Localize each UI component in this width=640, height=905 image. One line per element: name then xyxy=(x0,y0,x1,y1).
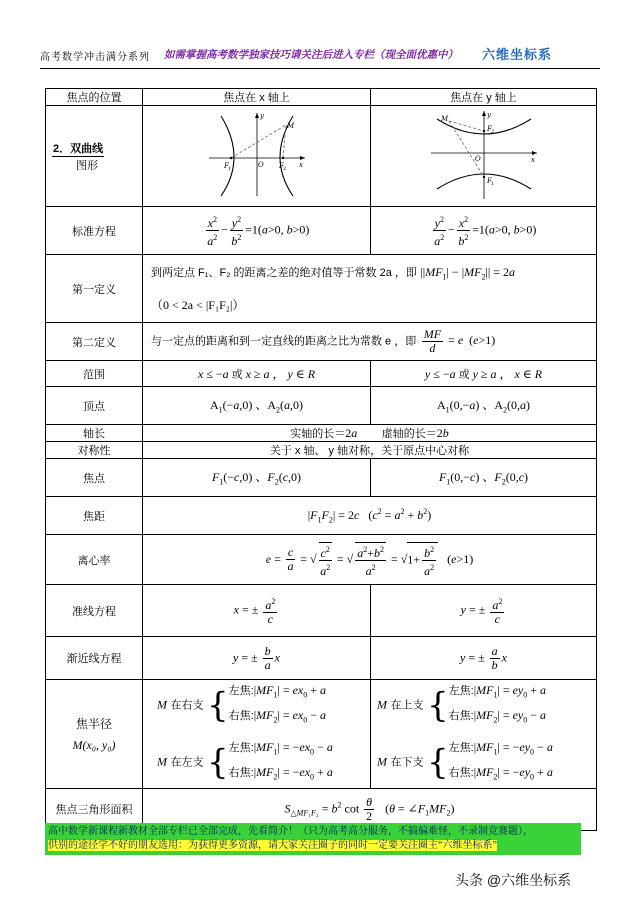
graph-label: 图形 xyxy=(76,159,98,172)
col-x-axis: 焦点在 x 轴上 xyxy=(143,89,371,106)
label-asymptote: 渐近线方程 xyxy=(46,637,143,680)
axis-real: 实轴的长＝ xyxy=(290,428,346,440)
focal-radius-x-right: M 在右支 {左焦$:|MF_1| = ex_0 + a$ 右焦$:|MF_2| = ex_0 - a$ xyxy=(157,683,327,726)
focus-y: $F_1(0,-c)$ 、$F_2(0,c)$ xyxy=(371,459,597,497)
label-eccentricity: 离心率 xyxy=(46,535,143,585)
range-x: x ≤ −a 或 x ≥ a ， y ∈ R xyxy=(143,361,371,387)
label-range: 范围 xyxy=(46,361,143,387)
label-symmetry: 对称性 xyxy=(46,442,143,459)
eccentricity-formula: e = $\frac{c}{a}$ = √ $\frac{c^2}{a^2}$ = √ $\frac{a^2+b^2}{a^2}$ = √1+ $\frac{b^2}{a^2}$ (e>1) xyxy=(143,535,597,585)
def1-condition: （0 < 2a < |F₁F₂|） xyxy=(151,298,245,313)
asymptote-x: y = ± $\frac{b}{a}$ x xyxy=(143,637,371,680)
def2-formula: $\frac{MF}{d}$ = e (e>1) xyxy=(423,327,496,355)
focal-radius-row xyxy=(46,680,597,789)
label-focus: 焦点 xyxy=(46,459,143,497)
promo-text: 如需掌握高考数学独家技巧请关注后进入专栏（现全面优惠中） xyxy=(164,49,458,61)
col-position: 焦点的位置 xyxy=(46,89,143,106)
svg-text:x: x xyxy=(530,155,535,164)
axis-row: 轴长 实轴的长＝2a 虚轴的长＝2b xyxy=(46,425,597,442)
label-focal-radius: 焦半径 xyxy=(75,716,112,731)
symmetry-text: 关于 x 轴、 y 轴对称，关于原点中心对称 xyxy=(143,442,597,459)
asymptote-row xyxy=(46,637,597,680)
first-definition-row xyxy=(46,255,597,323)
label-focal-radius-point: M(x₀, y₀) xyxy=(72,737,116,752)
table-header-row xyxy=(46,89,597,106)
graph-row xyxy=(46,106,597,207)
header-rule xyxy=(40,68,600,69)
svg-text:M: M xyxy=(440,114,448,123)
svg-text:F: F xyxy=(486,176,492,185)
directrix-row xyxy=(46,585,597,637)
axis-virtual: 虚轴的长＝ xyxy=(381,428,437,440)
standard-eq-x: $\frac{x^2}{a^2}$ − $\frac{y^2}{b^2}$ =1(a>0, b>0) xyxy=(143,207,371,255)
svg-text:1: 1 xyxy=(490,180,494,187)
second-definition-row xyxy=(46,323,597,361)
focus-x: $F_1(-c,0)$ 、$F_2(c,0)$ xyxy=(143,459,371,497)
series-title: 高考数学冲击满分系列 xyxy=(40,52,150,63)
brand-name: 六维坐标系 xyxy=(482,47,553,62)
svg-text:y: y xyxy=(259,111,264,120)
eccentricity-row xyxy=(46,535,597,585)
vertex-y: $A_1(0,-a)$ 、$A_2(0,a)$ xyxy=(371,387,597,425)
svg-text:1: 1 xyxy=(227,165,231,172)
svg-text:F: F xyxy=(486,124,492,133)
standard-eq-y: $\frac{y^2}{a^2}$ − $\frac{x^2}{b^2}$ =1(a>0, b>0) xyxy=(371,207,597,255)
focus-row xyxy=(46,459,597,497)
label-vertex: 顶点 xyxy=(46,387,143,425)
directrix-x: x = ± $\frac{a^2}{c}$ xyxy=(143,585,371,637)
label-standard: 标准方程 xyxy=(46,207,143,255)
svg-text:x: x xyxy=(298,160,303,169)
hyperbola-x-graph xyxy=(207,110,307,200)
page-header xyxy=(0,44,640,66)
def2-text: 与一定点的距离和到一定直线的距离之比为常数 e ，即 xyxy=(151,335,417,348)
def1-text: 到两定点 F₁、F₂ 的距离之差的绝对值等于常数 2a ，即 xyxy=(151,266,417,279)
svg-text:M: M xyxy=(286,121,294,130)
svg-text:F: F xyxy=(223,161,229,170)
hyperbola-table xyxy=(45,88,597,831)
svg-text:y: y xyxy=(486,110,491,119)
focal-radius-y-lower: M 在下支 {左焦$:|MF_1| = -ey_0 - a$ 右焦$:|MF_2| = -ey_0 + a$ xyxy=(377,739,553,783)
symmetry-row xyxy=(46,442,597,459)
watermark: 头条 @六维坐标系 xyxy=(455,872,572,888)
directrix-y: y = ± $\frac{a^2}{c}$ xyxy=(371,585,597,637)
svg-text:O: O xyxy=(257,160,264,169)
focal-radius-x-left: M 在左支 {左焦$:|MF_1| = -ex_0 - a$ 右焦$:|MF_2| = -ex_0 + a$ xyxy=(157,739,333,783)
label-def2: 第二定义 xyxy=(46,323,143,361)
label-def1: 第一定义 xyxy=(46,255,143,323)
footer-line2: 供别的途径学不好的朋友选用：为获得更多资源，请大家关注圈子的同时一定要关注圈主“六维坐标系” xyxy=(48,840,497,851)
footer-line1: 高中数学新课程新教材全部专栏已全部完成，先看简介！（只为高考高分服务，不搞偏难怪，不录制竞赛题）， xyxy=(48,826,533,837)
vertex-row xyxy=(46,387,597,425)
col-y-axis: 焦点在 y 轴上 xyxy=(371,89,597,106)
svg-text:O: O xyxy=(474,154,481,163)
focal-distance-row xyxy=(46,497,597,535)
focal-triangle-formula: $S_{\triangle MF_1F_2} = b^2$ cot $\frac{\theta}{2}$ $(\theta = \angle F_1MF_2)$ xyxy=(143,788,597,830)
svg-text:F: F xyxy=(278,161,284,170)
label-axis: 轴长 xyxy=(46,425,143,442)
asymptote-y: y = ± $\frac{a}{b}$ x xyxy=(371,637,597,680)
standard-eq-row xyxy=(46,207,597,255)
svg-text:2: 2 xyxy=(282,165,286,172)
hyperbola-y-graph xyxy=(429,109,539,201)
range-y: y ≤ −a 或 y ≥ a ， x ∈ R xyxy=(371,361,597,387)
focal-distance-formula: $|F_1F_2| = 2c$ $(c^2 = a^2 + b^2)$ xyxy=(143,497,597,535)
def1-formula: $||MF_1| - |MF_2|| = 2a$ xyxy=(420,264,516,282)
vertex-x: $A_1(-a,0)$ 、$A_2(a,0)$ xyxy=(143,387,371,425)
label-directrix: 准线方程 xyxy=(46,585,143,637)
svg-text:2: 2 xyxy=(490,128,494,135)
footer-notice xyxy=(45,823,581,855)
label-focal-triangle: 焦点三角形面积 xyxy=(46,788,143,830)
label-focal-distance: 焦距 xyxy=(46,497,143,535)
focal-radius-y-upper: M 在上支 {左焦$:|MF_1| = ey_0 + a$ 右焦$:|MF_2| = ey_0 - a$ xyxy=(377,683,547,726)
range-row xyxy=(46,361,597,387)
section-title: 2．双曲线 xyxy=(52,140,104,157)
